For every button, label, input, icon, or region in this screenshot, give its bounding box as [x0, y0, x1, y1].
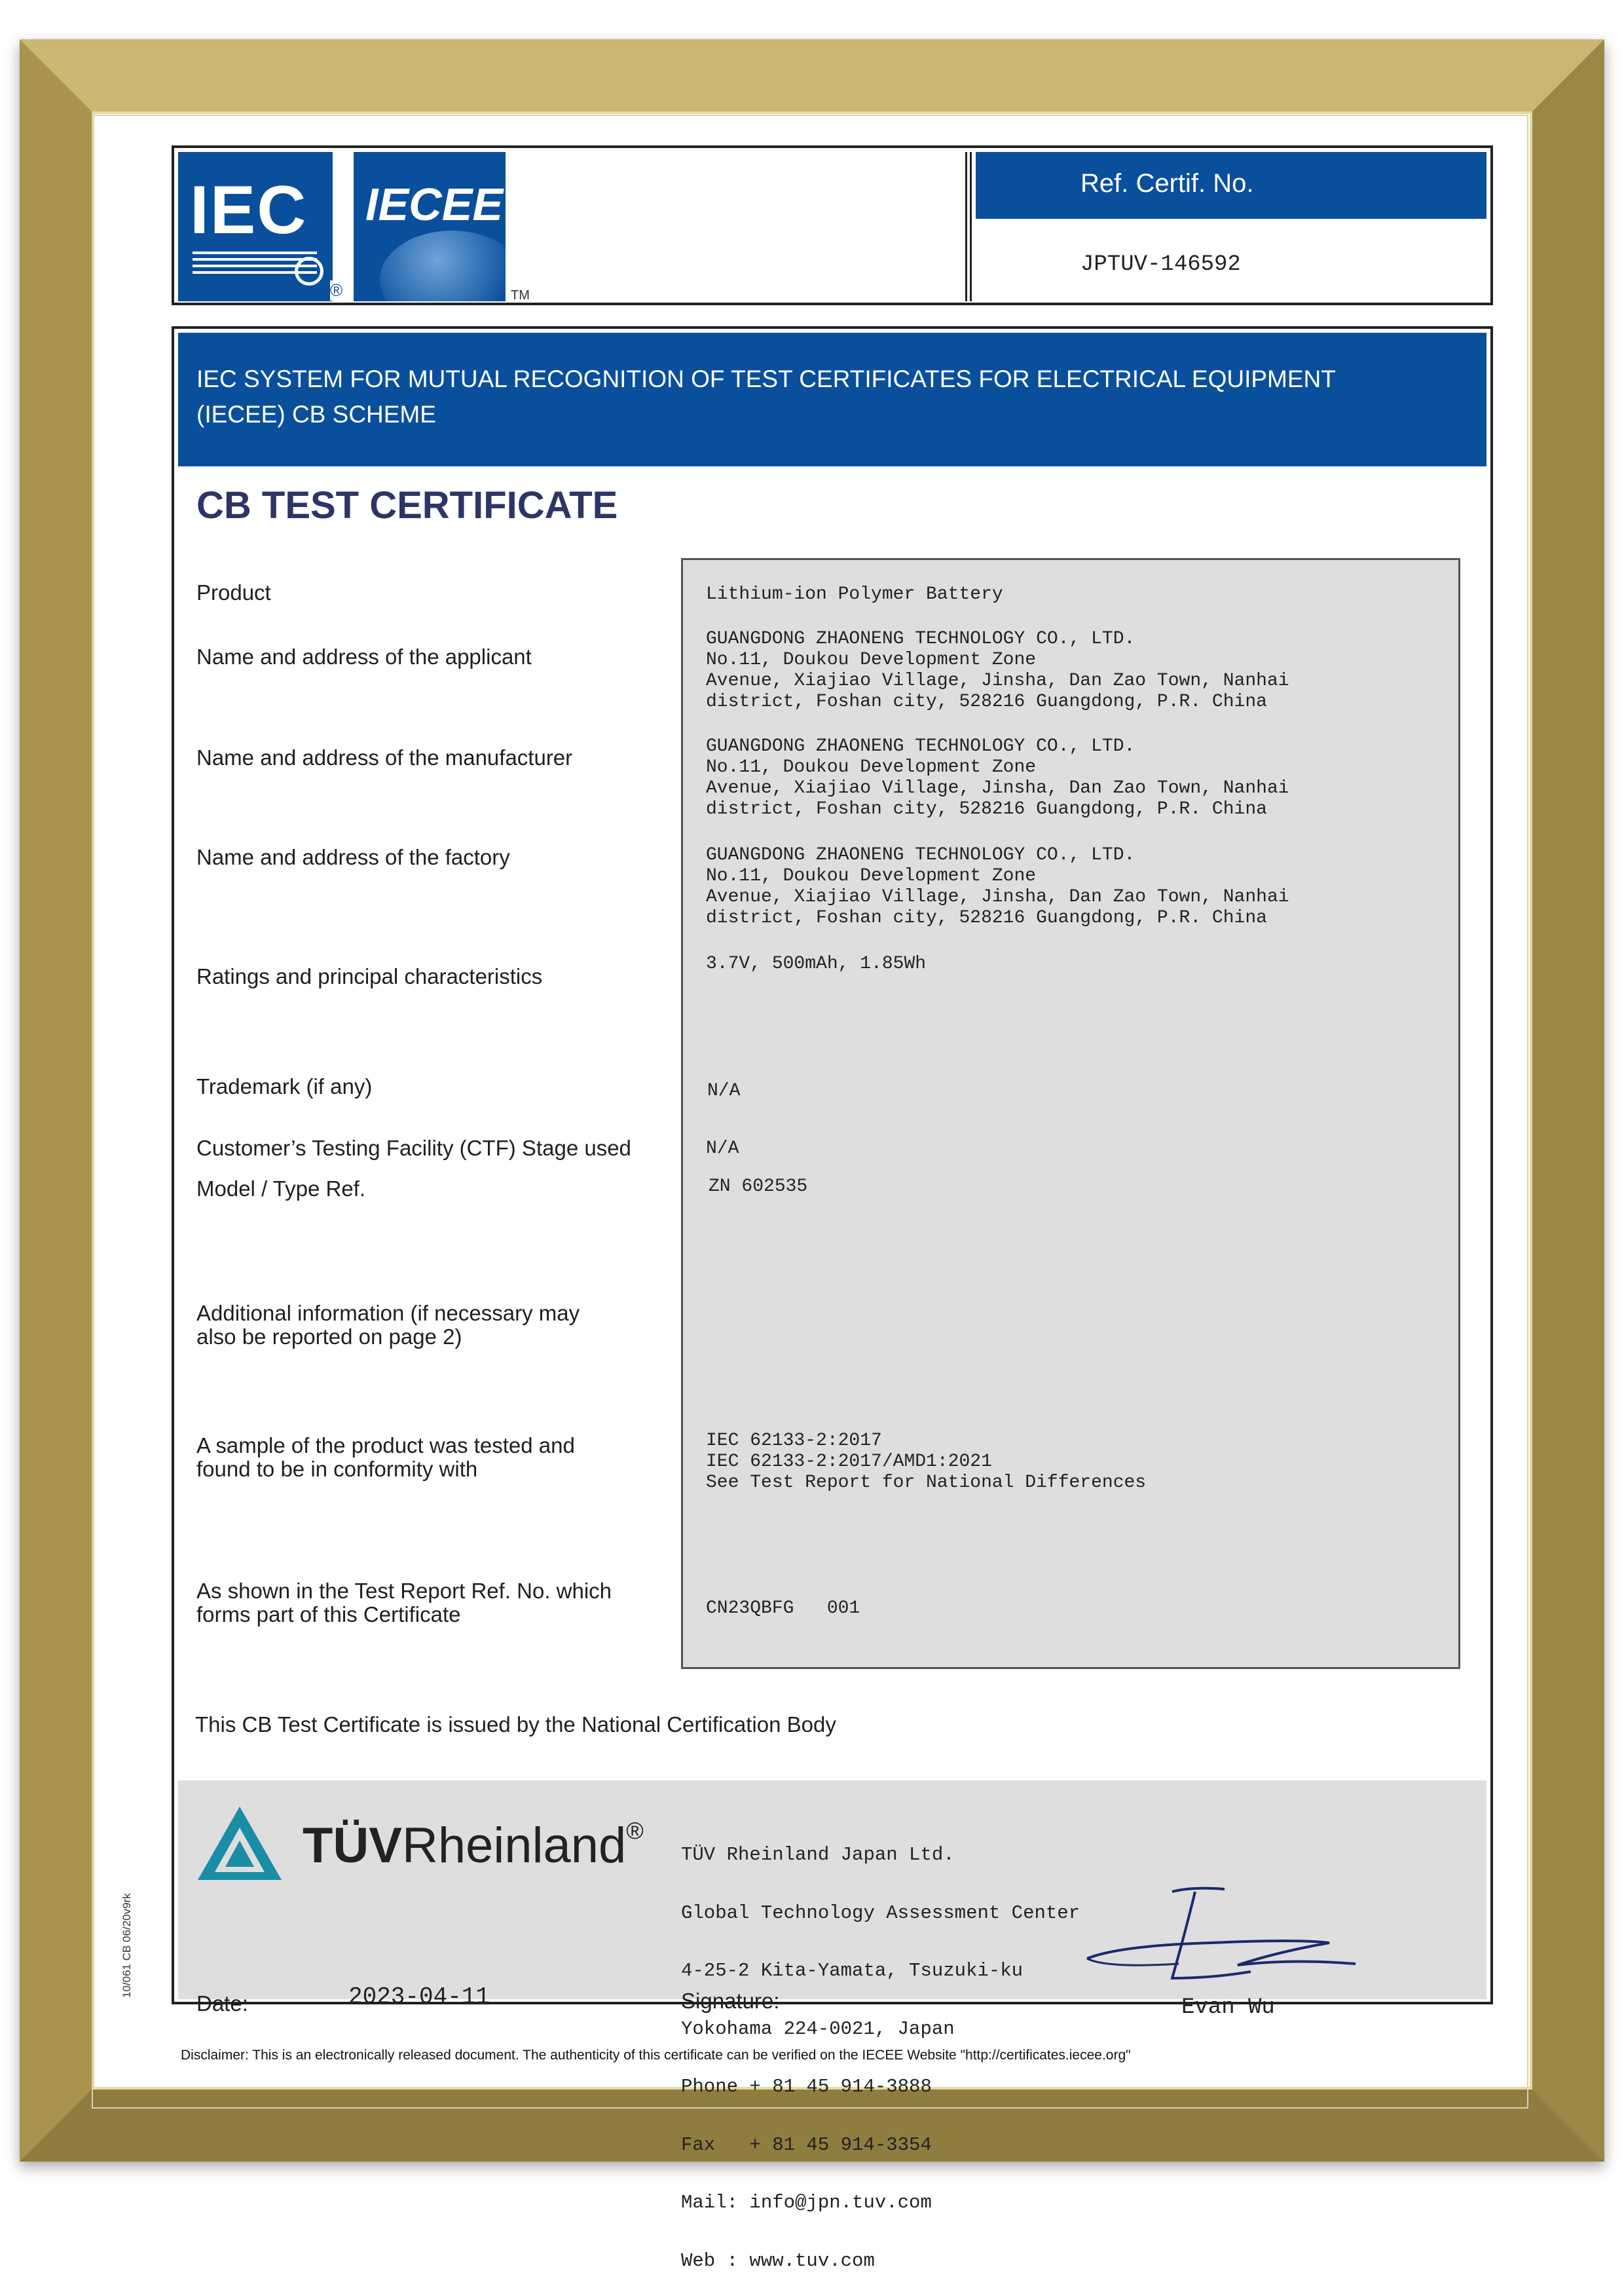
- disclaimer: Disclaimer: This is an electronically released document. The authenticity of this certificate can be verified on the IECEE Website "http://certificates.iecee.org": [181, 2048, 1131, 2063]
- certificate-title: CB TEST CERTIFICATE: [196, 484, 618, 527]
- issued-by-text: This CB Test Certificate is issued by the National Certification Body: [195, 1712, 836, 1736]
- conformity-std-1: IEC 62133-2:2017: [706, 1431, 882, 1451]
- ref-label: Ref. Certif. No.: [1080, 169, 1254, 198]
- applicant-label: Name and address of the applicant: [196, 645, 532, 669]
- scheme-banner-line1: IEC SYSTEM FOR MUTUAL RECOGNITION OF TEST CERTIFICATES FOR ELECTRICAL EQUIPMENT: [196, 366, 1336, 392]
- tuv-brand-reg: ®: [626, 1817, 644, 1844]
- conformity-std-3: See Test Report for National Differences: [706, 1473, 1147, 1493]
- applicant-line-4: district, Foshan city, 528216 Guangdong, P.R. China: [706, 692, 1267, 712]
- model-label: Model / Type Ref.: [196, 1176, 366, 1201]
- manufacturer-line-1: GUANGDONG ZHAONENG TECHNOLOGY CO., LTD.: [706, 736, 1135, 757]
- address-line-8: Web : www.tuv.com: [681, 2249, 875, 2272]
- date-value: 2023-04-11: [348, 1983, 490, 2010]
- applicant-line-2: No.11, Doukou Development Zone: [706, 650, 1037, 670]
- address-line-5: Phone + 81 45 914-3888: [681, 2076, 932, 2097]
- iec-logo-text: IEC: [190, 172, 308, 248]
- header-divider: [965, 152, 972, 301]
- factory-line-2: No.11, Doukou Development Zone: [706, 866, 1037, 886]
- ref-value: JPTUV-146592: [1080, 252, 1241, 277]
- additional-label-1: Additional information (if necessary may: [196, 1301, 580, 1325]
- handwritten-signature: [1080, 1880, 1382, 1991]
- ratings-value: 3.7V, 500mAh, 1.85Wh: [706, 954, 927, 974]
- iec-logo: [178, 152, 343, 301]
- applicant-line-3: Avenue, Xiajiao Village, Jinsha, Dan Zao Town, Nanhai: [706, 671, 1289, 691]
- additional-label-2: also be reported on page 2): [196, 1324, 462, 1349]
- side-code: 10/061 CB 06/20v9rk: [120, 1893, 133, 1998]
- report-label-2: forms part of this Certificate: [196, 1602, 461, 1626]
- date-label: Date:: [196, 1991, 248, 2016]
- address-line-6: Fax + 81 45 914-3354: [681, 2133, 932, 2156]
- conformity-label-2: found to be in conformity with: [196, 1457, 478, 1481]
- factory-line-1: GUANGDONG ZHAONENG TECHNOLOGY CO., LTD.: [706, 845, 1135, 865]
- conformity-label-1: A sample of the product was tested and: [196, 1433, 575, 1457]
- factory-line-4: district, Foshan city, 528216 Guangdong, P.R. China: [706, 908, 1267, 928]
- manufacturer-line-2: No.11, Doukou Development Zone: [706, 757, 1037, 778]
- ctf-value: N/A: [706, 1138, 739, 1159]
- signature-label: Signature:: [681, 1989, 780, 2013]
- address-line-2: Global Technology Assessment Center: [681, 1902, 1080, 1924]
- report-value: CN23QBFG 001: [706, 1598, 860, 1619]
- manufacturer-line-4: district, Foshan city, 528216 Guangdong, P.R. China: [706, 799, 1267, 819]
- manufacturer-line-3: Avenue, Xiajiao Village, Jinsha, Dan Zao Town, Nanhai: [706, 778, 1289, 798]
- tuv-brand: [303, 1817, 644, 1874]
- report-label-1: As shown in the Test Report Ref. No. which: [196, 1579, 612, 1603]
- address-line-1: TÜV Rheinland Japan Ltd.: [681, 1844, 955, 1866]
- address-line-4: Yokohama 224-0021, Japan: [681, 2018, 955, 2040]
- ref-label-box: [976, 152, 1486, 219]
- conformity-std-2: IEC 62133-2:2017/AMD1:2021: [706, 1452, 992, 1472]
- trademark-mark: TM: [511, 288, 530, 303]
- product-label: Product: [196, 580, 271, 605]
- tuv-triangle-logo: [194, 1803, 286, 1884]
- tuv-brand-rheinland: Rheinland: [402, 1818, 627, 1873]
- iecee-logo-text: IECEE: [365, 179, 504, 230]
- factory-label: Name and address of the factory: [196, 845, 510, 869]
- iecee-logo-globe: [380, 231, 506, 301]
- trademark-label: Trademark (if any): [196, 1074, 373, 1098]
- registered-mark: ®: [330, 280, 343, 300]
- address-line-7: Mail: info@jpn.tuv.com: [681, 2192, 932, 2213]
- iec-logo-circle: [295, 257, 323, 286]
- factory-line-3: Avenue, Xiajiao Village, Jinsha, Dan Zao Town, Nanhai: [706, 887, 1289, 907]
- signer-name: Evan Wu: [1181, 1995, 1275, 2020]
- ratings-label: Ratings and principal characteristics: [196, 964, 543, 988]
- address-line-3: 4-25-2 Kita-Yamata, Tsuzuki-ku: [681, 1960, 1024, 1981]
- ctf-label: Customer’s Testing Facility (CTF) Stage used: [196, 1136, 631, 1160]
- scheme-banner-line2: (IECEE) CB SCHEME: [196, 401, 436, 428]
- scheme-banner: [178, 333, 1486, 466]
- trademark-value: N/A: [707, 1081, 741, 1101]
- model-value: ZN 602535: [709, 1176, 808, 1197]
- value-panel: [681, 558, 1460, 1669]
- iecee-logo: [354, 152, 506, 301]
- product-value: Lithium-ion Polymer Battery: [706, 584, 1003, 605]
- applicant-line-1: GUANGDONG ZHAONENG TECHNOLOGY CO., LTD.: [706, 629, 1135, 649]
- manufacturer-label: Name and address of the manufacturer: [196, 745, 573, 770]
- tuv-brand-tuv: TÜV: [303, 1818, 402, 1873]
